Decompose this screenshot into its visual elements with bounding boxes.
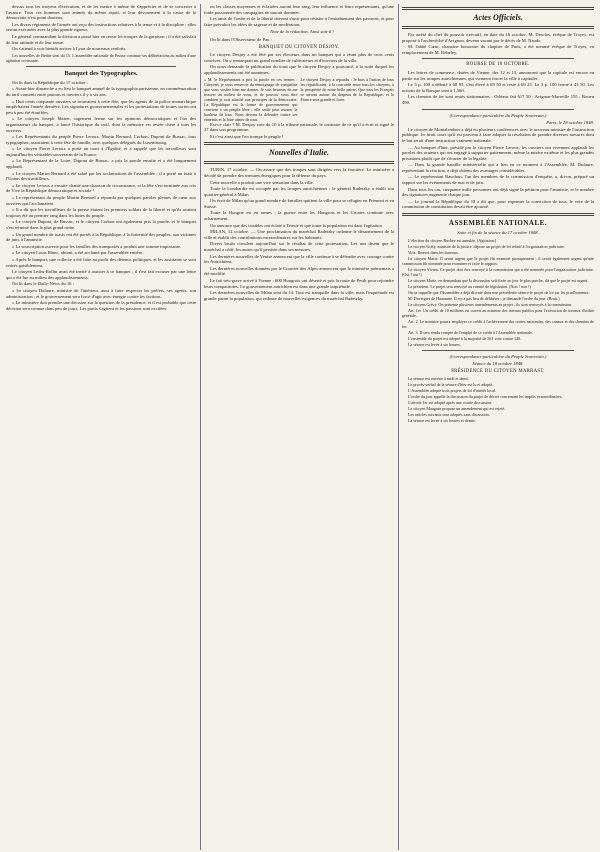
paragraph: Le président. Le projet sera renvoyé au comité de législation. (Non ! non !) xyxy=(408,283,531,289)
section-heading-italie: Nouvelles d'Italie. xyxy=(269,148,329,158)
section-heading-banquet: Banquet des Typographes. xyxy=(64,69,138,77)
paragraph: « Le citoyen Louis Blanc, absent, a été acclamé par l'assemblée entière. xyxy=(12,250,144,256)
section-rule xyxy=(26,66,176,67)
paragraph: — Le représentant Bauchart, l'un des membres de la commission d'enquête, a, dit-on, préparé un rapport sur les événements de mai et de juin. xyxy=(402,174,594,186)
paragraph: La séance est ouverte à midi et demi. xyxy=(408,376,469,382)
paragraph: « Avant-hier dimanche a eu lieu le banquet annuel de la typographie parisienne, en commémoration du tarif consenti entre patrons et ouvriers il y a six ans. xyxy=(6,86,196,97)
paragraph: Et c'est ainsi que l'on trompe le peuple ! xyxy=(210,133,284,139)
section-rule xyxy=(422,58,574,59)
section-rule xyxy=(402,26,594,29)
paragraph: « Le citoyen Martin Bernard a été salué par les acclamations de l'assemblée ; il a porté un toast à l'Union des travailleurs. xyxy=(6,170,196,182)
paragraph: Le procès-verbal de la séance d'hier est lu et adopté. xyxy=(408,382,494,388)
section-rule xyxy=(204,142,394,145)
section-subheading: BANQUET DU CITOYEN DESJOY. xyxy=(258,44,340,50)
section-rule xyxy=(204,161,394,164)
paragraph: Est-ce clair ? M. Desjoy vote du 10 à la tribune nationale, le contraire de ce qu'il a écrit et signé le 27 dans son programme. xyxy=(204,121,394,133)
correspondence-note: (Correspondance particulière du Peuple Souverain.) xyxy=(449,112,547,118)
paragraph: « Le ministère doit prendre une décision sur la question de la présidence, et il est probable que cette décision sera connue dans peu de jours. Les partis s'agitent et les passions sont excitées. xyxy=(6,300,196,311)
section-rule xyxy=(402,7,594,10)
paragraph: On s'attend à voir bientôt arriver à Lyon de nouveaux renforts. xyxy=(12,46,127,52)
section-rule xyxy=(422,350,574,351)
paragraph: On écrit de Milan qu'un grand nombre de familles quittent la ville pour se réfugier en Piémont et en Suisse. xyxy=(204,198,394,209)
column-right xyxy=(402,4,594,850)
paragraph: « Le représentant du peuple Martin Bernard a répondu par quelques paroles pleines de cœur aux ouvriers qui l'acclamaient. xyxy=(6,195,196,206)
paragraph: Le citoyen de Montalembert a déjà eu plusieurs conférences avec le nouveau ministre de l'instruction publique. Le bruit court qu'il est parvenu à faire adopter la résolution de prendre diverses mesures dont le but serait d'une instruction vraiment nationale. xyxy=(402,126,594,143)
paragraph: Les lettres de commerce, datées de Vienne, des 12 et 13, annoncent que la capitale est encore en partie sur les troupes autrichiennes, qui viennent forcer la ville à capituler. xyxy=(402,69,594,81)
paragraph: Le citoyen Marie, en demandant que la discussion soit fixée au jour le plus proche, dit que le projet est urgent. xyxy=(408,277,589,283)
paragraph: Les dernières nouvelles de Milan sont du 14. Tout est tranquille dans la ville, mais l'inquiétude est grande parmi la population, qui redoute de nouvelles exigences du maréchal Radetzky. xyxy=(204,290,394,301)
correspondence-note: (Correspondance particulière du Peuple Souverain.) xyxy=(449,353,547,359)
column-middle xyxy=(204,4,394,850)
paragraph: ou les classes moyennes et éclairées auront leur rang, leur influence et leurs représentants, qu'une foule passionnée des campagnes ne saurait dominer. xyxy=(204,4,394,15)
paragraph: « Le citoyen Joseph Mairet, sagement ferme sur les opinions démocratiques et l'un des organisateurs du banquet, a lancé l'historique du tarif, dont la mémoire est restée chère à tous les ouvriers. xyxy=(6,116,196,133)
paragraph: « Il a dit que les travailleurs de la presse étaient les premiers soldats de la liberté et qu'ils avaient toujours été au premier rang dans les luttes du peuple. xyxy=(6,207,196,218)
paragraph: Le fait très-grave arrivé à Vienne : 600 Hongrois ont déserté et pris la route de Pesth pour rejoindre leurs compatriotes. Le gouvernement autrichien est dans une grande inquiétude. xyxy=(204,278,394,289)
section-subheading: Suite et fin de la séance du 17 octobre 1848. xyxy=(457,230,539,236)
paragraph: « Les Représentants du peuple Pierre Leroux, Martin Bernard, Corbon, Dupont de Bussac, tous typographes, assistaient à cette fête de famille, avec quelques délégués du Luxembourg. xyxy=(6,134,196,145)
section-heading-assemblee: ASSEMBLÉE NATIONALE. xyxy=(448,219,548,228)
paragraph: L'élection du citoyen Buchez est annulée. (Agitation.) xyxy=(408,237,497,243)
paragraph: Le citoyen Marie. Il serait urgent que le projet fût examiné promptement ; il serait également urgent qu'une commission fût nommée pour examiner et faire le rapport. xyxy=(402,255,594,266)
paragraph: La séance est levée à six heures. xyxy=(408,341,461,347)
dateline: Paris, le 18 octobre 1848. xyxy=(546,120,594,126)
paragraph: Divers bruits circulent aujourd'hui sur le résultat de cette protestation. Les uns disent que le maréchal a cédé, les autres qu'il persiste dans ses mesures. xyxy=(204,241,394,253)
paragraph: Voix. Renvoi dans les bureaux. xyxy=(408,249,459,255)
paragraph: L'Assemblée adopte trois projets de loi d'intérêt local. xyxy=(408,388,497,394)
paragraph: Toute la Hongrie est en armes ; la guerre entre les Hongrois et les Croates continue avec acharnement. xyxy=(204,210,394,222)
paragraph: Le citoyen Vivien. Ce projet doit être renvoyé à la commission qui a été nommée pour l'organisation judiciaire. (Oui ! oui !) xyxy=(402,266,594,277)
paragraph: Art. 1er. Un crédit de 10 millions est ouvert au ministre des travaux publics pour l'exécution de travaux d'utilité générale. xyxy=(402,307,594,318)
paragraph: TURIN, 17 octobre. — On assure que des troupes sont dirigées vers la frontière. Le ministère a décidé de prendre des mesures énergiques pour la défense du pays. xyxy=(204,167,394,178)
paragraph: L'ordre du jour appelle la discussion du projet de décret concernant les impôts extraordinaires. xyxy=(408,394,563,400)
paragraph: On lit dans le Daily-News du 16 : xyxy=(12,281,74,287)
presidency-heading: PRÉSIDENCE DU CITOYEN MARRAST. xyxy=(451,368,545,374)
paragraph: Le citoyen Gréty, ministre de la justice, dépose un projet de loi relatif à l'organisation judiciaire. xyxy=(408,243,566,249)
paragraph: Les articles suivants sont adoptés sans discussion. xyxy=(408,412,490,418)
paragraph: « Le citoyen Pierre Leroux a porté un toast à l'Égalité, et a rappelé que les travailleurs sont aujourd'hui les véritables souverains de la France. xyxy=(6,146,196,157)
paragraph: M. Duvergier de Hauranne. Il n'y a pas lieu de délibérer ; je demande l'ordre du jour. (Bruit.) xyxy=(408,295,560,301)
section-heading-bourse: BOURSE DE 18 OCTOBRE. xyxy=(466,62,530,68)
quote-right: Le citoyen Desjoy a répondu : Je bois à l'union de tous les républicains, à la concorde entre tous les citoyens, à la prospérité de notre belle patrie. Que tous les Français se serrent autour du drapeau de la République, et la France sera grande et forte. xyxy=(300,76,394,102)
paragraph: Art. 2. Le ministre pourra employer ce crédit à l'achèvement des routes nationales, des canaux et des chemins de fer. xyxy=(402,318,594,329)
paragraph: M. l'abbé Cœur, chanoine honoraire du chapitre de Paris, a été nommé évêque de Troyes, en remplacement de M. Debeley. xyxy=(402,44,594,55)
paragraph: On nous demande la publication du toast que le citoyen Desjoy a prononcé, à la suite duquel les applaudissements ont été unanimes. xyxy=(204,64,394,75)
paragraph: « Huit cents cinquante ouvriers se trouvaient à cette fête, que les agents de la police monarchique empêchaient l'année dernière. Les signatures gouvernementales et les protestations de toutes sortes ont peu à peu été étouffées. xyxy=(6,98,196,115)
paragraph: Le citoyen Ledru-Rollin avait été invité à assister à ce banquet ; il s'est fait excuser par une lettre qui a été lue au milieu des applaudissements. xyxy=(6,269,196,280)
paragraph: Le citoyen Mauguin propose un amendement qui est rejeté. xyxy=(408,406,506,412)
paragraph: « Un grand nombre de toasts ont été portés à la République, à la fraternité des peuples, aux victimes de juin, à l'amnistie. xyxy=(6,231,196,243)
section-rule xyxy=(402,213,594,216)
column-divider xyxy=(398,4,399,850)
paragraph: Les amis de l'ordre et de la liberté doivent s'unir pour résister à l'entraînement des passions, et pour faire prévaloir les idées de sagesse et de modération. xyxy=(204,16,394,27)
paragraph: « Le citoyen Leroux a ensuite chanté une chanson de circonstance, et la fête s'est terminée aux cris de Vive la République démocratique et sociale ! xyxy=(6,182,196,194)
section-subheading: Séance du 18 octobre 1848. xyxy=(472,361,524,367)
paragraph: « Après le banquet, une collecte a été faite au profit des détenus politiques, et les assistants se sont retirés paisiblement. xyxy=(6,256,196,268)
paragraph: Les divers régiments de l'armée ont reçu des instructions relatives à la tenue et à la discipline ; elles seront exécutées avec la plus grande rigueur. xyxy=(6,21,196,33)
paragraph: Les chemins de fer sont restés stationnaires : Orléans fait 617 50 ; Avignon-Marseille 195 ; Rouen 490. xyxy=(402,94,594,105)
paragraph: Le général commandant la division a passé hier en revue les troupes de la garnison ; il a été satisfait de leur attitude et de leur tenue. xyxy=(6,33,196,45)
two-column-quote xyxy=(204,77,394,122)
paragraph: Les nouvelles de Berlin sont du 15. L'assemblée nationale de Prusse continue ses délibérations au milieu d'une agitation croissante. xyxy=(6,52,196,63)
paragraph: L'ensemble du projet est adopté à la majorité de 561 voix contre 140. xyxy=(408,335,522,341)
column-divider xyxy=(200,4,201,850)
paragraph: Le citoyen Grévy. On présente plusieurs amendements au projet ; ils sont renvoyés à la commission. xyxy=(408,301,573,307)
paragraph: Le 5 p. 100 a débuté à 68 95, s'est élevé à 69 50 et reste à 69 25. Le 3 p. 100 fermé à 43 50. Les actions de la Banque sont à 1,560. xyxy=(402,82,594,93)
paragraph: « La souscription ouverte pour les familles des transportés a produit une somme importante. xyxy=(12,243,182,249)
paragraph: Dans tous les cas, cinquante mille personnes ont déjà signé la pétition pour l'amnistie, et le nombre des signatures augmente chaque jour. xyxy=(402,186,594,198)
paragraph: — Le journal la République du 18 a dit que, pour exprimer la conviction de tous, le vote de la commission de constitution devait être ajourné. xyxy=(402,198,594,210)
editor-note: Note de la rédaction. Ainsi soit-il ! xyxy=(270,29,334,35)
paragraph: — Au banquet d'hier, présidé par le citoyen Pierre Leroux, les ouvriers ont vivement applaudi les paroles des orateurs qui ont engagé à supporter patiemment, même la misère extrême et les plus grandes privations plutôt que de s'écarter de la légalité. xyxy=(402,144,594,161)
column-left xyxy=(6,4,196,850)
section-rule xyxy=(422,109,574,110)
paragraph: Cette nouvelle a produit une vive sensation dans la ville. xyxy=(210,179,314,185)
paragraph: L'article 1er est adopté après une courte discussion. xyxy=(408,400,493,406)
paragraph: « Le citoyen Dupont, de Bussac, et le citoyen Corbon ont également pris la parole, et le banquet s'est terminé dans le plus grand ordre. xyxy=(6,219,196,230)
paragraph: On se rappelle que l'Assemblée a déjà discuté dans une précédente séance le projet de loi sur les prud'hommes. xyxy=(408,289,590,295)
paragraph: On annonce que des troubles ont éclaté à Trieste et que toute la population est dans l'agitation. xyxy=(210,222,383,228)
paragraph: dessus tous les moyens d'exécution, et de les mettre à même de s'apprécier et de se concerter à l'avance. Tous ces hommes sont animés du même esprit, et leur dévouement à la cause de la démocratie n'est point douteux. xyxy=(6,4,196,21)
paragraph: Le citoyen Desjoy a été fêté par ses électeurs dans un banquet qui a réuni plus de trois cents convives. On y remarquait un grand nombre de cultivateurs et d'ouvriers de la ville. xyxy=(204,52,394,63)
paragraph: La séance est levée à six heures et demie. xyxy=(408,418,476,424)
paragraph: On lit dans l'Observateur de Pau : xyxy=(210,36,272,42)
paragraph: Toute la Lombardie est occupée par les troupes autrichiennes ; le général Radetzky a établi son quartier-général à Milan. xyxy=(204,186,394,197)
paragraph: MILAN, 12 octobre. — Une proclamation du maréchal Radetzky ordonne le désarmement de la ville et établit des contributions extraordinaires sur les habitants. xyxy=(204,229,394,240)
paragraph: On lit dans la République du 17 octobre : xyxy=(12,79,88,85)
paragraph: Art. 3. Il sera rendu compte de l'emploi de ce crédit à l'Assemblée nationale. xyxy=(408,329,533,335)
section-heading-actes: Actes Officiels. xyxy=(473,13,523,22)
quote-left: « M. le Représentant a pris la parole en ces termes : Citoyens, je vous remercie du témoignage de sympathie que vous voulez bien me donner. Je suis heureux de me trouver au milieu de vous, et de pouvoir vous dire combien je suis attaché aux principes de la démocratie. La République est la forme de gouvernement qui convient à un peuple libre ; elle seule peut assurer le bonheur de tous. Nous devons la défendre contre ses ennemis et la faire aimer de tous. xyxy=(204,76,298,122)
paragraph: « Le citoyen Dufaure, ministre de l'intérieur, aura à faire respecter les préfets, ses agents, son administration ; et le gouvernement sera forcé d'agir avec énergie contre les factions. xyxy=(6,287,196,299)
paragraph: « Le Représentant de la Loire, Dupont de Bussac, a pris la parole ensuite et a été longuement applaudi. xyxy=(6,158,196,170)
paragraph: Les dernières nouvelles de Venise annoncent que la ville continue à se défendre avec courage contre les Autrichiens. xyxy=(204,253,394,265)
paragraph: Par arrêté du chef du pouvoir exécutif, en date du 16 octobre, M. Desclos, évêque de Troyes, est proposé à l'archevêché d'Avignon, devenu vacant par le décès de M. Naudo. xyxy=(402,32,594,43)
paragraph: Les dernières nouvelles données par le Courrier des Alpes annoncent que le ministère piémontais a été modifié. xyxy=(204,265,394,277)
paragraph: — Dans la grande bataille ministérielle qui a lieu en ce moment à l'Assemblée, M. Dufaure, représentant la réaction, a déjà obtenu des avantages considérables. xyxy=(402,162,594,173)
